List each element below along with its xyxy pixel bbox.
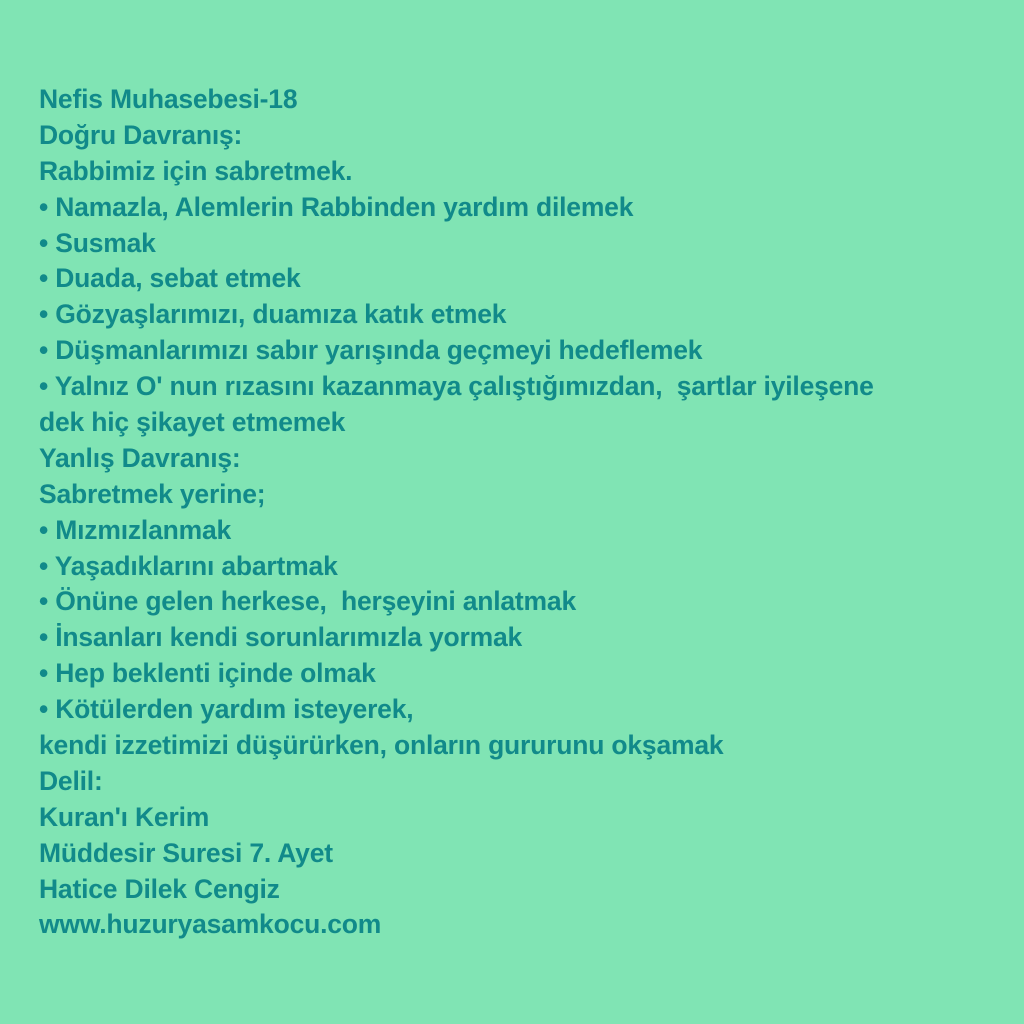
website-link: www.huzuryasamkocu.com xyxy=(39,909,382,940)
wrong-behavior-intro: Sabretmek yerine; xyxy=(39,478,266,509)
right-behavior-item: • Düşmanlarımızı sabır yarışında geçmeyi hedeflemek xyxy=(39,335,703,366)
right-behavior-item: • Namazla, Alemlerin Rabbinden yardım dilemek xyxy=(39,191,634,222)
right-behavior-heading: Doğru Davranış: xyxy=(39,119,243,150)
evidence-verse: Müddesir Suresi 7. Ayet xyxy=(39,837,333,868)
post-title: Nefis Muhasebesi-18 xyxy=(39,84,298,114)
wrong-behavior-item-continuation: kendi izzetimizi düşürürken, onların gururunu okşamak xyxy=(39,730,724,761)
post-text xyxy=(39,82,999,943)
wrong-behavior-item: • Kötülerden yardım isteyerek, xyxy=(39,694,414,725)
author-name: Hatice Dilek Cengiz xyxy=(39,873,280,904)
wrong-behavior-item: • Hep beklenti içinde olmak xyxy=(39,658,376,689)
evidence-heading: Delil: xyxy=(39,765,103,796)
right-behavior-item: • Yalnız O' nun rızasını kazanmaya çalıştığımızdan, şartlar iyileşene xyxy=(39,371,874,402)
wrong-behavior-item: • Önüne gelen herkese, herşeyini anlatmak xyxy=(39,586,576,617)
right-behavior-item-continuation: dek hiç şikayet etmemek xyxy=(39,407,346,438)
wrong-behavior-item: • İnsanları kendi sorunlarımızla yormak xyxy=(39,622,523,653)
wrong-behavior-item: • Yaşadıklarını abartmak xyxy=(39,550,338,581)
right-behavior-item: • Duada, sebat etmek xyxy=(39,263,301,294)
right-behavior-item: • Gözyaşlarımızı, duamıza katık etmek xyxy=(39,299,507,330)
wrong-behavior-heading: Yanlış Davranış: xyxy=(39,442,241,473)
evidence-source: Kuran'ı Kerim xyxy=(39,801,210,832)
wrong-behavior-item: • Mızmızlanmak xyxy=(39,514,232,545)
right-behavior-item: • Susmak xyxy=(39,227,156,258)
right-behavior-intro: Rabbimiz için sabretmek. xyxy=(39,155,353,186)
